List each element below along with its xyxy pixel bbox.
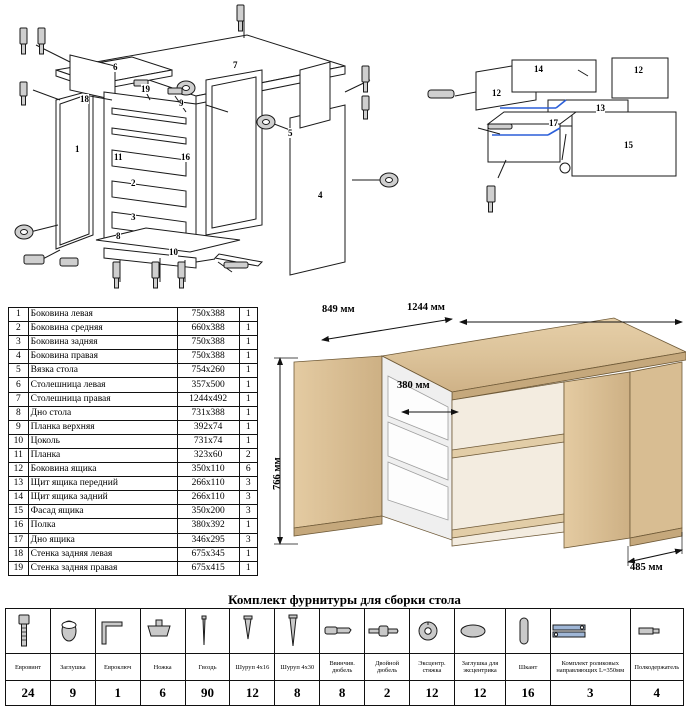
callout-1: 1 [75, 144, 80, 154]
callout-drawer-14: 14 [534, 64, 543, 74]
table-row [9, 519, 258, 533]
parts-cell-qty: 2 [239, 448, 257, 462]
parts-cell-nm: Боковина задняя [28, 336, 177, 350]
parts-cell-idx: 16 [9, 519, 29, 533]
parts-cell-nm: Полка [28, 519, 177, 533]
kit-item-qty: 12 [410, 681, 455, 706]
cap-icon [50, 609, 95, 654]
kit-item-qty: 12 [230, 681, 275, 706]
assembled-desk-view [262, 300, 686, 585]
parts-cell-idx: 9 [9, 420, 29, 434]
parts-cell-qty: 1 [239, 378, 257, 392]
eccentric-tie-icon [410, 609, 455, 654]
kit-item-label: Гвоздь [185, 654, 230, 681]
parts-cell-nm: Столешница правая [28, 392, 177, 406]
kit-item-qty: 9 [50, 681, 95, 706]
parts-cell-qty: 1 [239, 392, 257, 406]
table-row [9, 350, 258, 364]
kit-item-label: Ввинчив. дюбель [320, 654, 365, 681]
kit-item-qty: 16 [506, 681, 551, 706]
kit-item-label: Евроключ [95, 654, 140, 681]
kit-item-qty: 90 [185, 681, 230, 706]
table-row [9, 561, 258, 575]
parts-list-body [9, 308, 258, 576]
table-row [9, 378, 258, 392]
dowel-icon [506, 609, 551, 654]
kit-item-label: Полкодержатель [630, 654, 684, 681]
parts-cell-nm: Щит ящика передний [28, 477, 177, 491]
callout-9: 9 [179, 98, 184, 108]
exploded-view-svg [0, 0, 689, 295]
parts-cell-idx: 18 [9, 547, 29, 561]
parts-cell-nm: Стенка задняя левая [28, 547, 177, 561]
kit-item-label: Евровинт [6, 654, 51, 681]
parts-cell-dim: 346х295 [177, 533, 239, 547]
callout-5: 5 [288, 128, 293, 138]
callout-drawer-15: 15 [624, 140, 633, 150]
parts-cell-nm: Планка [28, 448, 177, 462]
callout-7: 7 [233, 60, 238, 70]
kit-item-qty: 6 [140, 681, 185, 706]
parts-cell-dim: 675х345 [177, 547, 239, 561]
parts-cell-qty: 1 [239, 434, 257, 448]
callout-drawer-12b: 12 [634, 65, 643, 75]
parts-cell-nm: Дно стола [28, 406, 177, 420]
table-row [9, 448, 258, 462]
table-row [9, 336, 258, 350]
table-row [9, 463, 258, 477]
callout-11: 11 [114, 152, 123, 162]
kit-item-qty: 8 [275, 681, 320, 706]
table-row [9, 364, 258, 378]
parts-cell-nm: Планка верхняя [28, 420, 177, 434]
parts-cell-idx: 14 [9, 491, 29, 505]
kit-item-label: Шуруп 4х30 [275, 654, 320, 681]
dim-inner-label: 380 мм [397, 380, 430, 391]
kit-item-qty: 1 [95, 681, 140, 706]
callout-18: 18 [80, 94, 89, 104]
double-dowel-icon [365, 609, 410, 654]
callout-3: 3 [131, 212, 136, 222]
parts-cell-nm: Боковина правая [28, 350, 177, 364]
callout-4: 4 [318, 190, 323, 200]
kit-icons-row [6, 609, 684, 654]
parts-cell-qty: 1 [239, 406, 257, 420]
kit-item-qty: 4 [630, 681, 684, 706]
kit-item-label: Заглушка [50, 654, 95, 681]
callout-drawer-17: 17 [549, 118, 558, 128]
parts-cell-qty: 3 [239, 491, 257, 505]
kit-item-label: Шуруп 4х16 [230, 654, 275, 681]
callout-2: 2 [131, 178, 136, 188]
kit-item-qty: 8 [320, 681, 365, 706]
kit-item-label: Ножка [140, 654, 185, 681]
parts-cell-nm: Цоколь [28, 434, 177, 448]
parts-cell-idx: 8 [9, 406, 29, 420]
table-row [9, 547, 258, 561]
parts-cell-qty: 1 [239, 350, 257, 364]
table-row [9, 420, 258, 434]
parts-cell-dim: 266х110 [177, 491, 239, 505]
shelf-support-icon [630, 609, 684, 654]
callout-10: 10 [169, 247, 178, 257]
parts-cell-dim: 750х388 [177, 350, 239, 364]
parts-cell-nm: Боковина средняя [28, 322, 177, 336]
hardware-kit-table [5, 608, 684, 706]
kit-item-qty: 2 [365, 681, 410, 706]
table-row [9, 406, 258, 420]
kit-labels-row [6, 654, 684, 681]
nail-icon [185, 609, 230, 654]
kit-item-label: Шкант [506, 654, 551, 681]
parts-cell-idx: 3 [9, 336, 29, 350]
parts-cell-dim: 323х60 [177, 448, 239, 462]
dim-width-label: 1244 мм [407, 302, 445, 313]
kit-item-label: Заглушка для эксцентрика [454, 654, 505, 681]
parts-cell-dim: 754х260 [177, 364, 239, 378]
parts-cell-dim: 731х74 [177, 434, 239, 448]
parts-cell-dim: 675х415 [177, 561, 239, 575]
parts-cell-idx: 5 [9, 364, 29, 378]
parts-cell-nm: Боковина ящика [28, 463, 177, 477]
table-row [9, 491, 258, 505]
parts-cell-qty: 1 [239, 336, 257, 350]
parts-cell-idx: 1 [9, 308, 29, 322]
table-row [9, 434, 258, 448]
parts-cell-nm: Вязка стола [28, 364, 177, 378]
callout-19: 19 [141, 84, 150, 94]
parts-cell-dim: 750x388 [177, 308, 239, 322]
parts-cell-dim: 731х388 [177, 406, 239, 420]
kit-title: Комплект фурнитуры для сборки стола [228, 592, 461, 607]
parts-cell-dim: 750х388 [177, 336, 239, 350]
parts-cell-qty: 1 [239, 322, 257, 336]
table-row [9, 308, 258, 322]
parts-cell-idx: 10 [9, 434, 29, 448]
parts-cell-nm: Фасад ящика [28, 505, 177, 519]
assembled-desk-svg [262, 300, 686, 585]
parts-cell-qty: 1 [239, 364, 257, 378]
euro-screw-icon [6, 609, 51, 654]
parts-cell-idx: 12 [9, 463, 29, 477]
callout-16: 16 [181, 152, 190, 162]
kit-item-label: Комплект роликовых направляющих L=350мм [551, 654, 631, 681]
parts-cell-nm: Боковина левая [28, 308, 177, 322]
euro-key-icon [95, 609, 140, 654]
callout-drawer-13: 13 [596, 103, 605, 113]
table-row [9, 505, 258, 519]
parts-cell-idx: 4 [9, 350, 29, 364]
dim-depth-right-label: 485 мм [630, 562, 663, 573]
dim-height-label: 766 мм [272, 457, 283, 490]
kit-item-qty: 24 [6, 681, 51, 706]
parts-cell-qty: 1 [239, 308, 257, 322]
parts-cell-qty: 1 [239, 420, 257, 434]
kit-item-qty: 12 [454, 681, 505, 706]
parts-cell-qty: 3 [239, 533, 257, 547]
kit-item-label: Двойной дюбель [365, 654, 410, 681]
table-row [9, 477, 258, 491]
parts-cell-idx: 19 [9, 561, 29, 575]
parts-cell-idx: 6 [9, 378, 29, 392]
parts-cell-idx: 17 [9, 533, 29, 547]
parts-cell-idx: 2 [9, 322, 29, 336]
table-row [9, 322, 258, 336]
parts-cell-qty: 1 [239, 519, 257, 533]
parts-cell-nm: Щит ящика задний [28, 491, 177, 505]
parts-cell-qty: 1 [239, 561, 257, 575]
kit-quantities-row [6, 681, 684, 706]
parts-cell-dim: 1244х492 [177, 392, 239, 406]
slide-rail-icon [551, 609, 631, 654]
parts-cell-idx: 11 [9, 448, 29, 462]
kit-item-label: Эксцентр. стяжка [410, 654, 455, 681]
eccentric-cap-icon [454, 609, 505, 654]
callout-drawer-12a: 12 [492, 88, 501, 98]
screw-in-dowel-icon [320, 609, 365, 654]
parts-cell-qty: 6 [239, 463, 257, 477]
exploded-view-diagram [0, 0, 689, 295]
table-row [9, 392, 258, 406]
parts-list-table [8, 307, 258, 576]
parts-cell-dim: 392х74 [177, 420, 239, 434]
parts-cell-nm: Стенка задняя правая [28, 561, 177, 575]
parts-cell-idx: 7 [9, 392, 29, 406]
screw-4x16-icon [230, 609, 275, 654]
callout-6: 6 [113, 62, 118, 72]
parts-cell-idx: 13 [9, 477, 29, 491]
kit-item-qty: 3 [551, 681, 631, 706]
parts-cell-qty: 3 [239, 505, 257, 519]
parts-cell-qty: 1 [239, 547, 257, 561]
parts-cell-dim: 350х110 [177, 463, 239, 477]
leg-icon [140, 609, 185, 654]
parts-cell-dim: 380х392 [177, 519, 239, 533]
parts-cell-idx: 15 [9, 505, 29, 519]
parts-cell-dim: 357х500 [177, 378, 239, 392]
screw-4x30-icon [275, 609, 320, 654]
parts-cell-dim: 660х388 [177, 322, 239, 336]
parts-cell-dim: 266х110 [177, 477, 239, 491]
callout-8: 8 [116, 231, 121, 241]
parts-cell-dim: 350х200 [177, 505, 239, 519]
parts-cell-nm: Столешница левая [28, 378, 177, 392]
dim-depth-left-label: 849 мм [322, 304, 355, 315]
table-row [9, 533, 258, 547]
parts-cell-qty: 3 [239, 477, 257, 491]
parts-cell-nm: Дно ящика [28, 533, 177, 547]
